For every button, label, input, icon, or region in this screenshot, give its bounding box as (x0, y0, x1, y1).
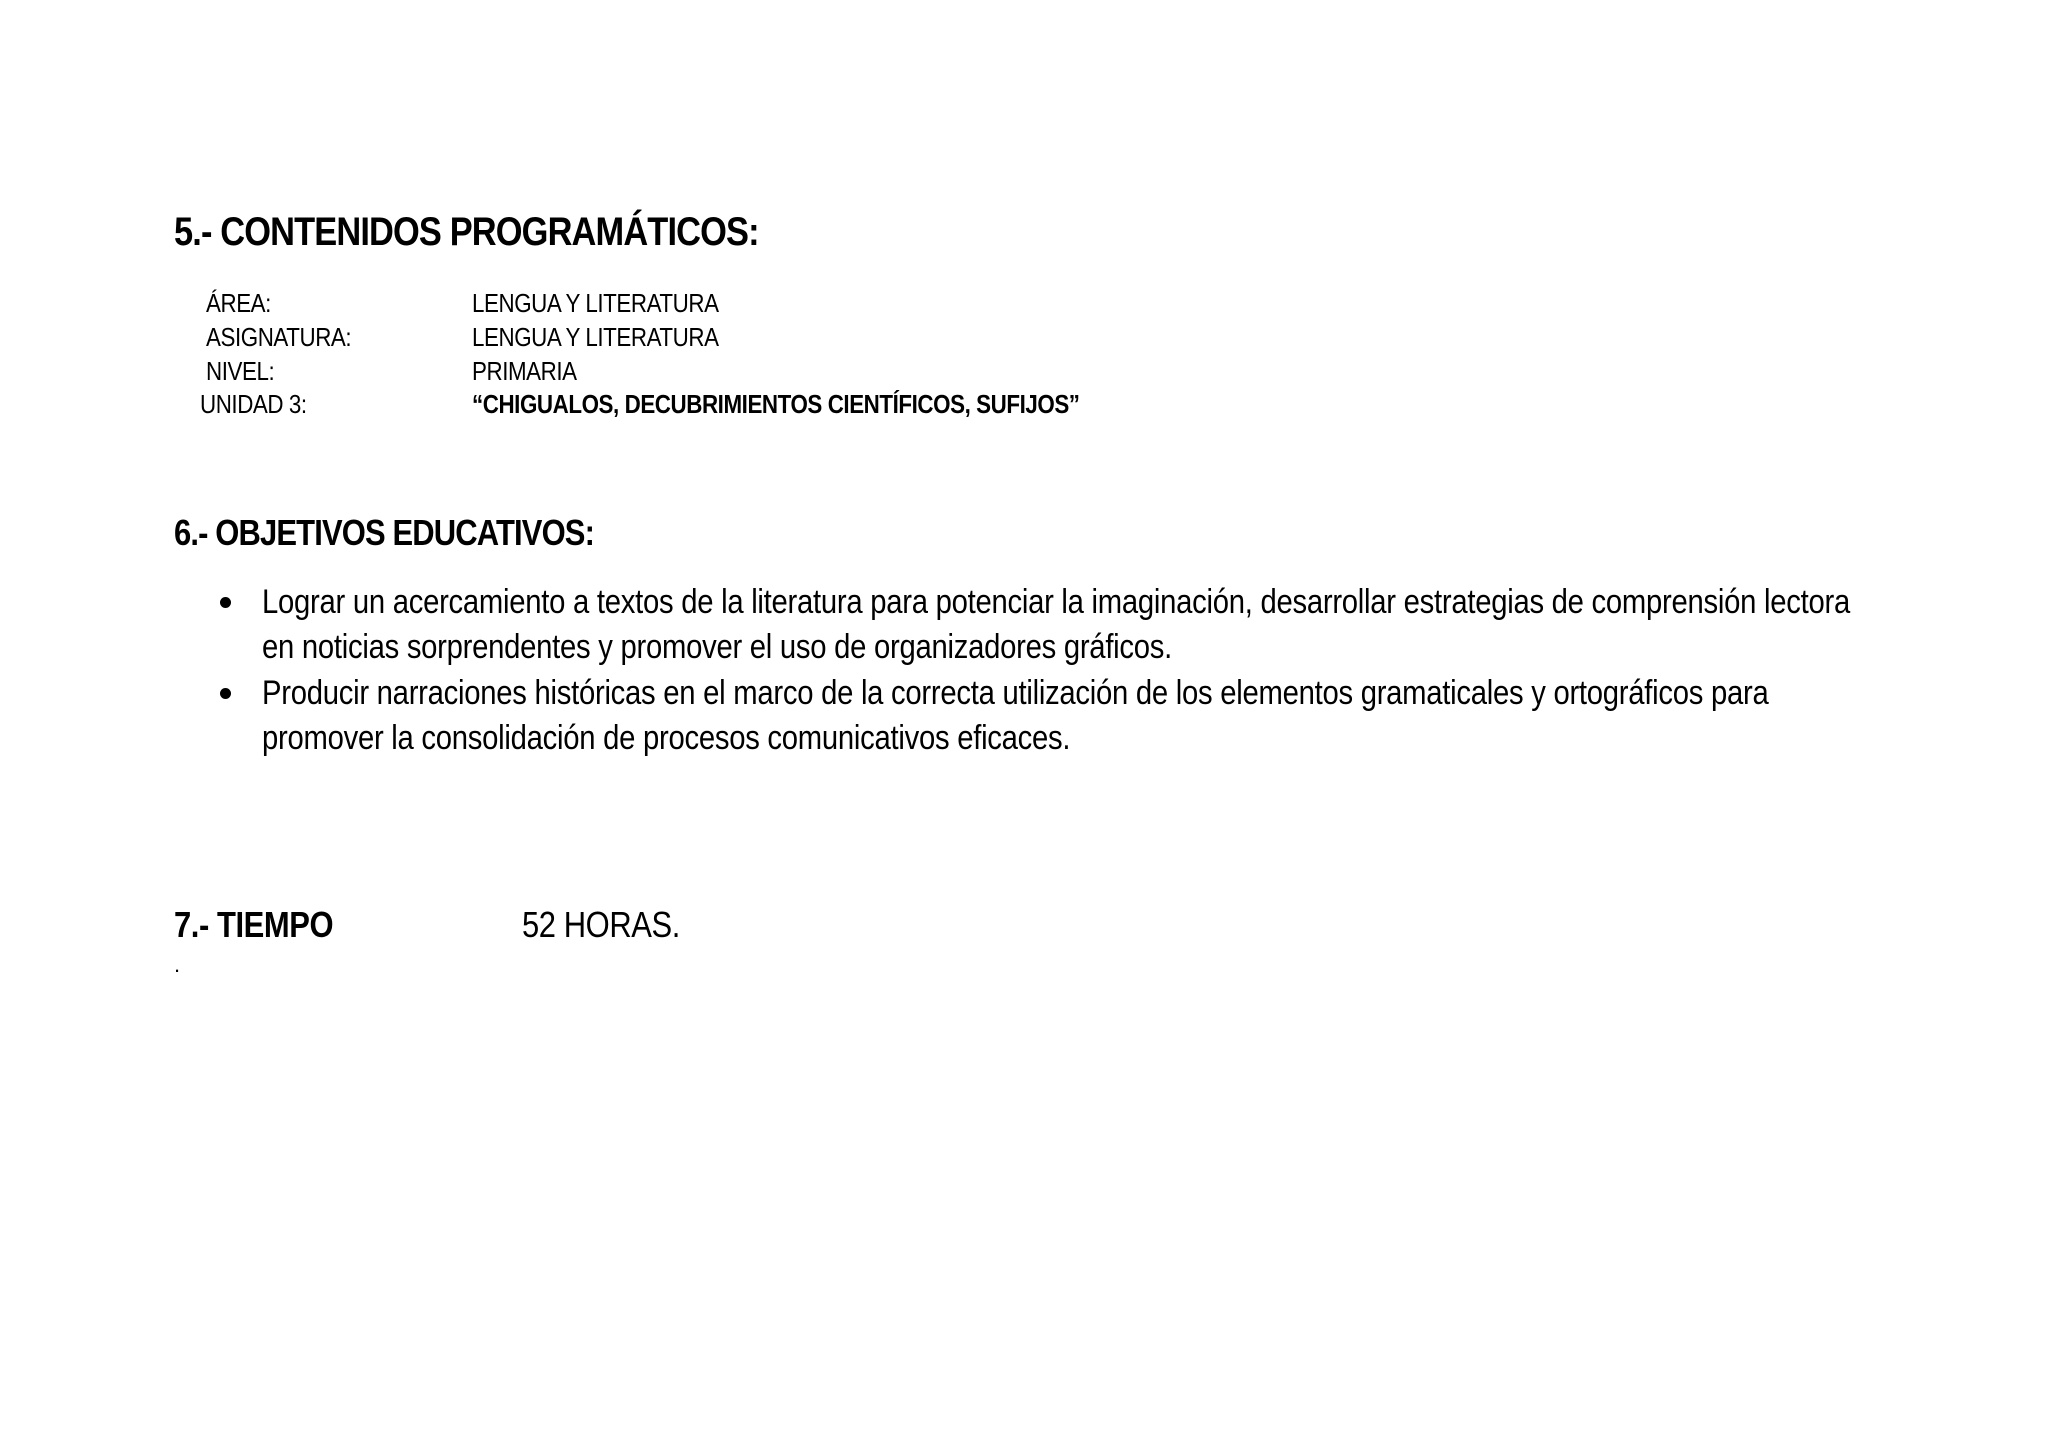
nivel-label: NIVEL: (206, 356, 275, 386)
bullet-icon (220, 597, 231, 608)
unidad-label: UNIDAD 3: (200, 389, 307, 419)
section-5-heading: 5.- CONTENIDOS PROGRAMÁTICOS: (174, 210, 759, 254)
unidad-value: “CHIGUALOS, DECUBRIMIENTOS CIENTÍFICOS, SUFIJOS” (472, 389, 1080, 419)
section-6-heading: 6.- OBJETIVOS EDUCATIVOS: (174, 512, 595, 553)
section-7-label: 7.- TIEMPO (174, 904, 334, 945)
objective-text: Producir narraciones históricas en el marco de la correcta utilización de los elementos gramaticales y ortográficos para promover la consolidación de procesos comunicativos eficaces. (262, 674, 1769, 757)
objective-text: Lograr un acercamiento a textos de la literatura para potenciar la imaginación, desarrollar estrategias de comprensión lectora en noticias sorprendentes y promover el uso de organizadores gráficos. (262, 583, 1850, 666)
objective-item (210, 671, 1970, 761)
time-value: 52 HORAS. (522, 904, 680, 945)
trailing-dot: . (174, 952, 181, 977)
nivel-value: PRIMARIA (472, 356, 577, 386)
objectives-list (210, 580, 1970, 762)
area-value: LENGUA Y LITERATURA (472, 288, 719, 318)
asignatura-value: LENGUA Y LITERATURA (472, 322, 719, 352)
objective-item (210, 580, 1970, 670)
area-label: ÁREA: (206, 288, 271, 318)
bullet-icon (220, 688, 231, 699)
asignatura-label: ASIGNATURA: (206, 322, 352, 352)
